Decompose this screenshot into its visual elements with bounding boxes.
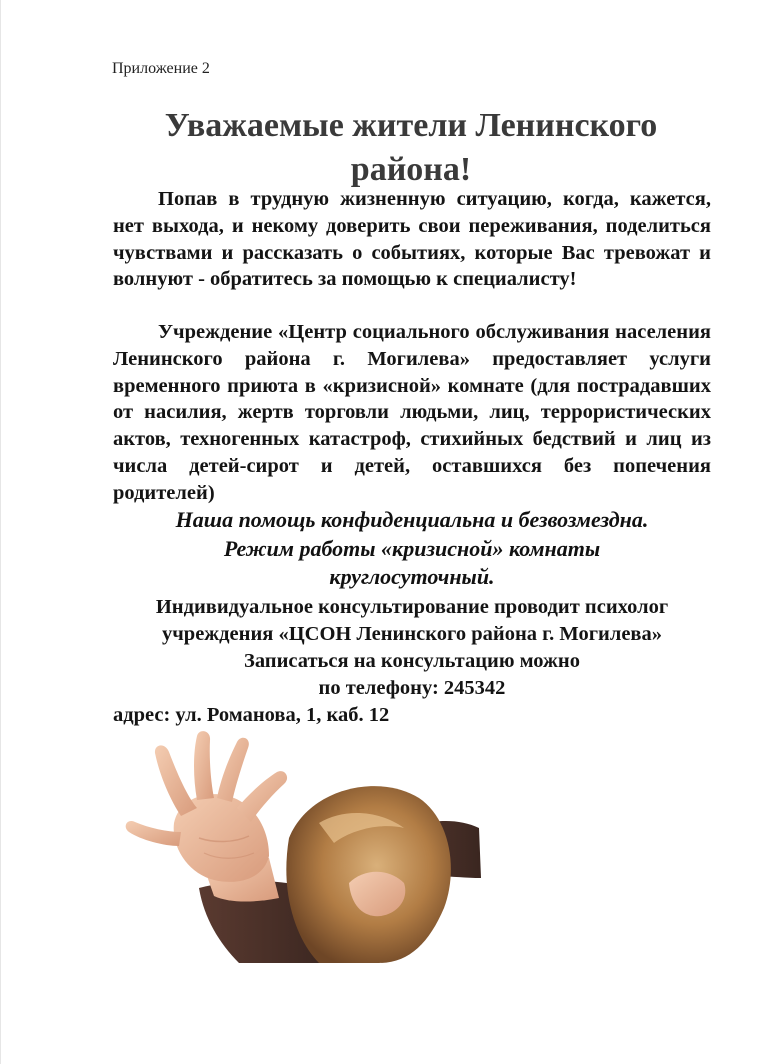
appendix-label: Приложение 2	[112, 60, 210, 77]
raised-hand-woman-photo-icon	[119, 728, 489, 963]
address-line: адрес: ул. Романова, 1, каб. 12	[113, 704, 390, 726]
italic-line-2: Режим работы «кризисной» комнаты	[223, 535, 601, 561]
page-title	[101, 104, 721, 192]
title-line-2: района!	[350, 151, 472, 188]
consult-line-1: Индивидуальное консультирование проводит психолог	[155, 596, 669, 618]
title-line-1: Уважаемые жители Ленинского	[164, 107, 658, 144]
consultation-info	[113, 594, 711, 702]
consult-line-2: учреждения «ЦСОН Ленинского района г. Могилева»	[162, 623, 662, 645]
italic-line-3: круглосуточный.	[329, 564, 495, 589]
italic-notice	[113, 506, 711, 592]
intro-paragraph: Попав в трудную жизненную ситуацию, когда, кажется, нет выхода, и некому доверить свои переживания, поделиться чувствами и рассказать о событиях, которые Вас тревожат и волнуют - обратитесь за помощью к специалисту!	[113, 188, 711, 291]
service-paragraph: Учреждение «Центр социального обслуживания населения Ленинского района г. Могилева» предоставляет услуги временного приюта в «кризисной» комнате (для пострадавших от насилия, жертв торговли людьми, лиц, террористических актов, техногенных катастроф, стихийных бедствий и лиц из числа детей-сирот и детей, оставшихся без попечения родителей)	[113, 321, 711, 504]
signup-line-1: Записаться на консультацию можно	[244, 650, 580, 672]
signup-line-2: по телефону: 245342	[318, 677, 506, 699]
italic-line-1: Наша помощь конфиденциальна и безвозмездна.	[175, 507, 649, 532]
